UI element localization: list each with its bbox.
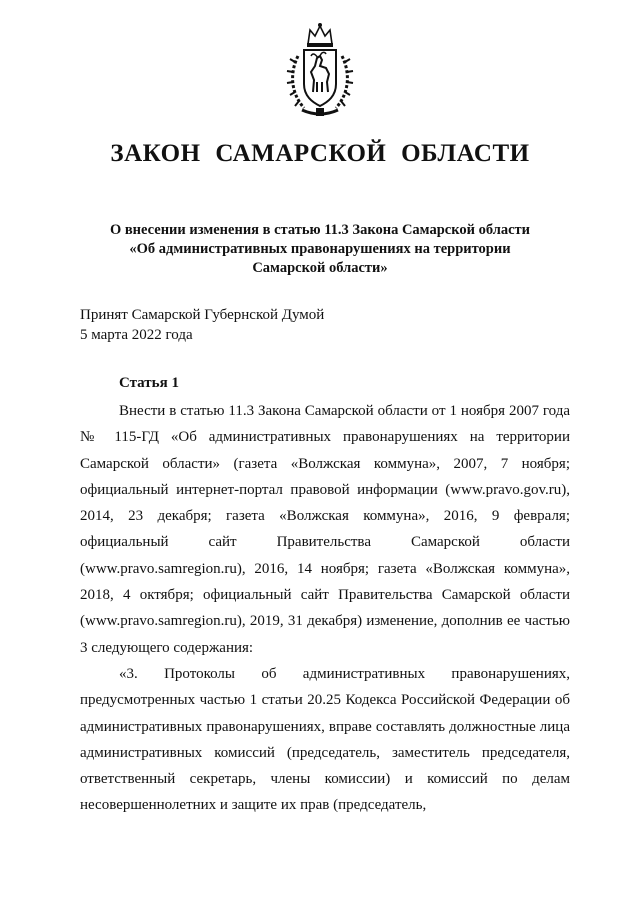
article-paragraph: «3. Протоколы об административных правонарушениях, предусмотренных частью 1 статьи 20.25 Кодекса Российской Федерации об административных правонарушениях, вправе составлять должностные лица административных комиссий (председатель, заместитель председателя, ответственный секретарь, члены комиссии) и комиссий по делам несовершеннолетних и защите их прав (председатель, xyxy=(80,665,570,814)
article-heading: Статья 1 xyxy=(119,375,179,391)
samara-coat-of-arms-icon xyxy=(284,22,356,120)
adoption-date: 5 марта 2022 года xyxy=(80,327,193,343)
document-subtitle xyxy=(70,221,570,278)
subtitle-line: «Об административных правонарушениях на территории xyxy=(129,241,511,257)
document-title: ЗАКОН САМАРСКОЙ ОБЛАСТИ xyxy=(110,140,530,167)
article-paragraph: Внести в статью 11.3 Закона Самарской области от 1 ноября 2007 года № 115-ГД «Об административных правонарушениях на территории Самарской области» (газета «Волжская коммуна», 2007, 7 ноября; официальный интернет-портал правовой информации (www.pravo.gov.ru), 2014, 23 декабря; газета «Волжская коммуна», 2016, 9 февраля; официальный сайт Правительства Самарской области (www.pravo.samregion.ru), 2016, 14 ноября; газета «Волжская коммуна», 2018, 4 октября; официальный сайт Правительства Самарской области (www.pravo.samregion.ru), 2019, 31 декабря) изменение, дополнив ее частью 3 следующего содержания: xyxy=(80,403,570,656)
subtitle-line: О внесении изменения в статью 11.3 Закона Самарской области xyxy=(109,222,531,238)
subtitle-line: Самарской области» xyxy=(252,260,388,276)
adoption-info xyxy=(80,305,480,345)
article-body xyxy=(80,398,570,819)
adoption-body: Принят Самарской Губернской Думой xyxy=(80,307,325,323)
